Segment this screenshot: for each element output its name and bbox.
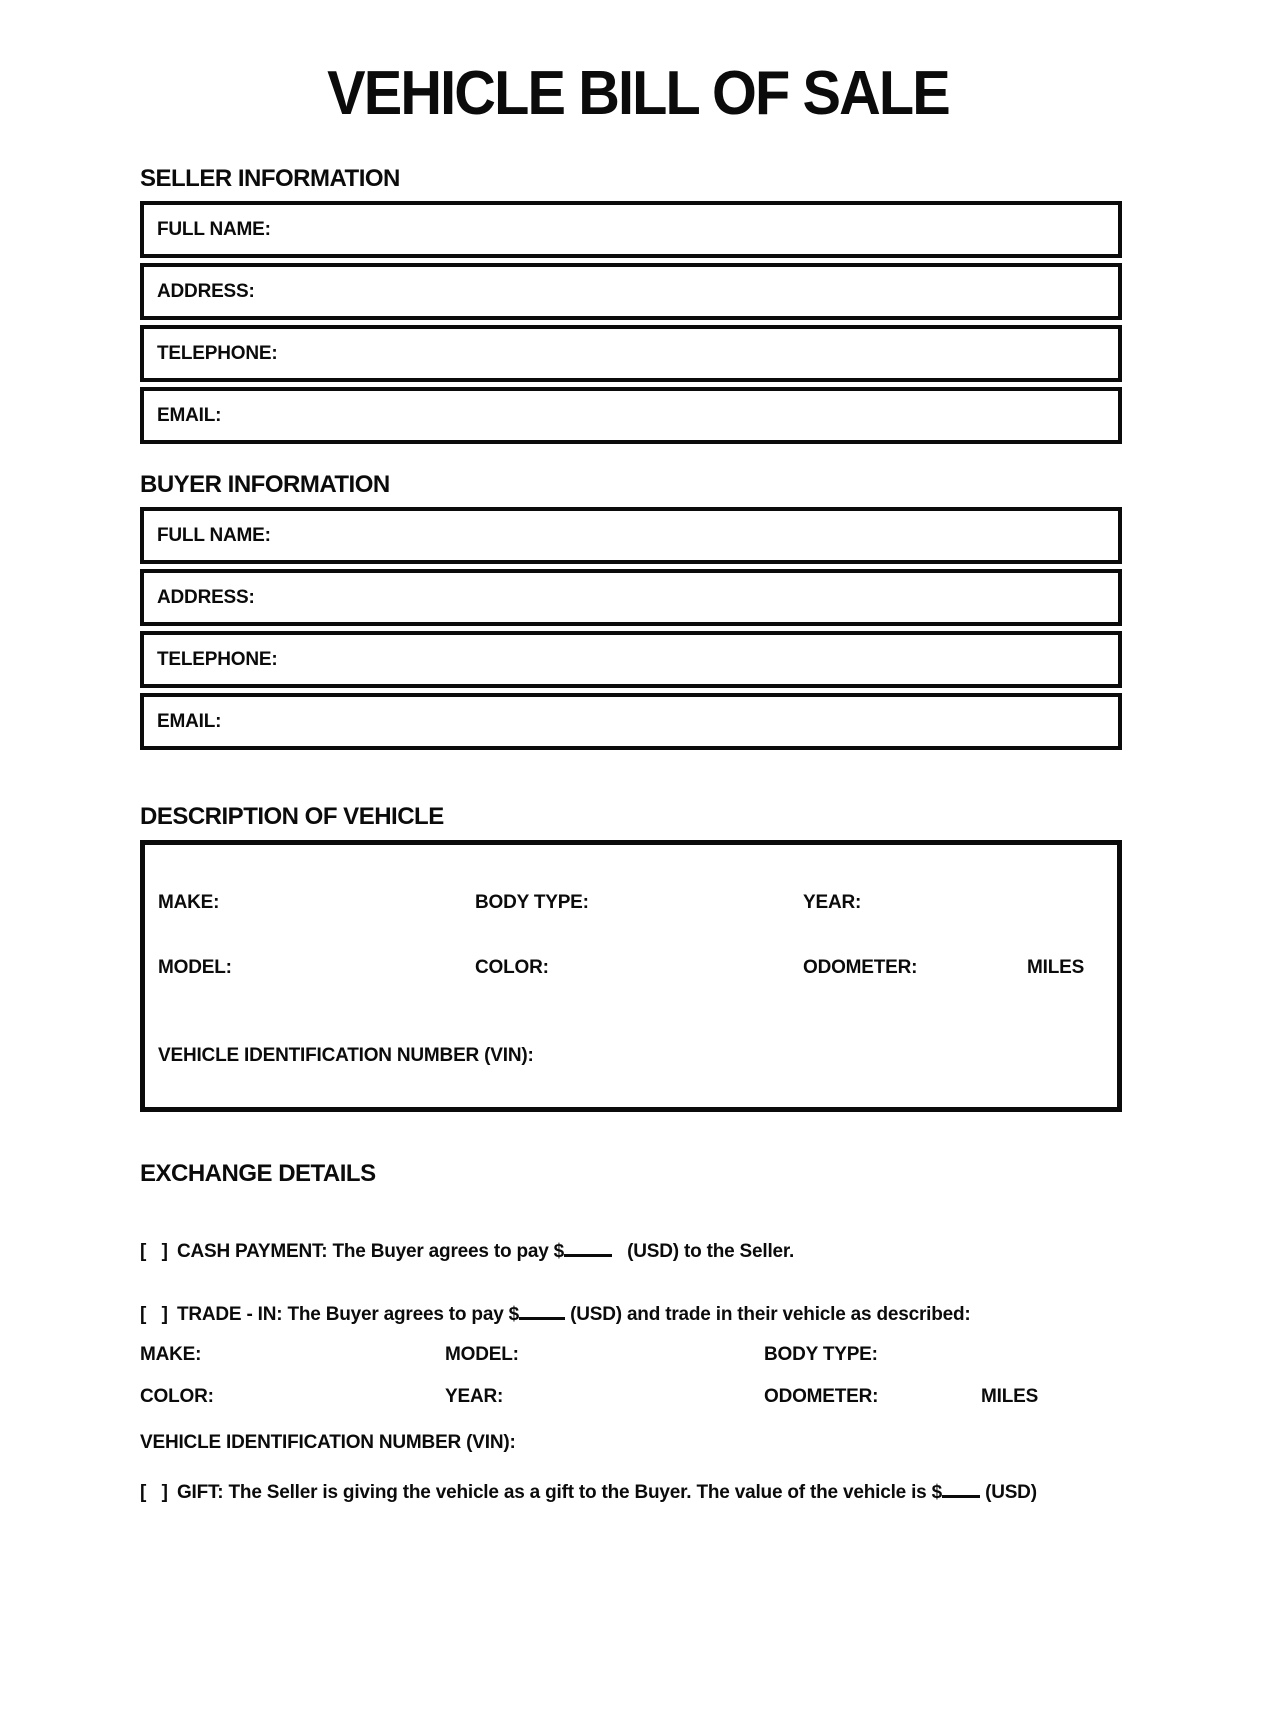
trade-make-label[interactable]: MAKE: xyxy=(140,1344,202,1366)
document-title: VEHICLE BILL OF SALE xyxy=(327,59,949,128)
document-content xyxy=(140,165,1150,1506)
buyer-full-name-input-area[interactable] xyxy=(271,511,1118,560)
trade-vin-row xyxy=(140,1432,1150,1454)
vehicle-odometer-label[interactable]: ODOMETER: xyxy=(803,957,918,979)
buyer-full-name-label: FULL NAME: xyxy=(157,524,271,546)
bill-of-sale-document xyxy=(0,58,1276,1709)
seller-address-row xyxy=(140,263,1122,320)
cash-payment-line xyxy=(140,1239,1150,1265)
vehicle-make-label[interactable]: MAKE: xyxy=(158,892,220,914)
seller-telephone-input-area[interactable] xyxy=(277,329,1118,378)
vehicle-year-label[interactable]: YEAR: xyxy=(803,892,862,914)
cash-payment-text-before: CASH PAYMENT: The Buyer agrees to pay $ xyxy=(176,1241,565,1263)
trade-vehicle-row-2 xyxy=(140,1384,1150,1410)
trade-vehicle-row-1 xyxy=(140,1342,1150,1368)
trade-in-text-before: TRADE - IN: The Buyer agrees to pay $ xyxy=(176,1304,520,1326)
buyer-email-label: EMAIL: xyxy=(157,710,222,732)
gift-line xyxy=(140,1480,1150,1506)
seller-full-name-input-area[interactable] xyxy=(271,205,1118,254)
trade-odometer-label[interactable]: ODOMETER: xyxy=(764,1386,879,1408)
vehicle-row1-spacer xyxy=(1027,890,1117,916)
trade-body-type-label[interactable]: BODY TYPE: xyxy=(764,1344,878,1366)
seller-email-row xyxy=(140,387,1122,444)
trade-amount-blank[interactable] xyxy=(519,1316,565,1320)
seller-email-input-area[interactable] xyxy=(221,391,1118,440)
vehicle-section-heading: DESCRIPTION OF VEHICLE xyxy=(140,803,444,831)
buyer-email-input-area[interactable] xyxy=(221,697,1118,746)
cash-payment-text-after: (USD) to the Seller. xyxy=(622,1241,795,1263)
trade-in-checkbox[interactable]: [ ] xyxy=(140,1304,173,1326)
trade-row1-spacer xyxy=(981,1342,1150,1368)
vehicle-model-label[interactable]: MODEL: xyxy=(158,957,232,979)
seller-full-name-row xyxy=(140,201,1122,258)
seller-address-input-area[interactable] xyxy=(255,267,1118,316)
seller-telephone-row xyxy=(140,325,1122,382)
buyer-address-row xyxy=(140,569,1122,626)
buyer-email-row xyxy=(140,693,1122,750)
gift-text-after: (USD) xyxy=(979,1482,1037,1504)
gift-checkbox[interactable]: [ ] xyxy=(140,1482,173,1504)
buyer-full-name-row xyxy=(140,507,1122,564)
gift-text-before: GIFT: The Seller is giving the vehicle as a gift to the Buyer. The value of the vehicle is $ xyxy=(176,1482,942,1504)
trade-vin-label[interactable]: VEHICLE IDENTIFICATION NUMBER (VIN): xyxy=(140,1432,516,1454)
trade-in-text-after: (USD) and trade in their vehicle as described: xyxy=(565,1304,971,1326)
trade-in-line xyxy=(140,1302,1150,1328)
vehicle-miles-label: MILES xyxy=(1027,957,1085,979)
seller-address-label: ADDRESS: xyxy=(157,280,255,302)
cash-amount-blank[interactable] xyxy=(564,1253,612,1257)
seller-section-heading: SELLER INFORMATION xyxy=(140,165,400,193)
seller-full-name-label: FULL NAME: xyxy=(157,218,271,240)
vehicle-vin-label[interactable]: VEHICLE IDENTIFICATION NUMBER (VIN): xyxy=(158,1045,534,1067)
buyer-fields xyxy=(140,507,1122,750)
trade-model-label[interactable]: MODEL: xyxy=(445,1344,519,1366)
exchange-section-heading: EXCHANGE DETAILS xyxy=(140,1160,376,1188)
seller-email-label: EMAIL: xyxy=(157,404,222,426)
vehicle-row-2 xyxy=(158,955,1117,981)
buyer-telephone-label: TELEPHONE: xyxy=(157,648,278,670)
trade-year-label[interactable]: YEAR: xyxy=(445,1386,504,1408)
vehicle-body-type-label[interactable]: BODY TYPE: xyxy=(475,892,589,914)
buyer-telephone-row xyxy=(140,631,1122,688)
seller-telephone-label: TELEPHONE: xyxy=(157,342,278,364)
vehicle-color-label[interactable]: COLOR: xyxy=(475,957,549,979)
gift-value-blank[interactable] xyxy=(942,1494,980,1498)
seller-fields xyxy=(140,201,1122,444)
vehicle-description-box xyxy=(140,840,1122,1112)
buyer-address-input-area[interactable] xyxy=(255,573,1118,622)
vehicle-vin-row xyxy=(158,1045,1117,1067)
vehicle-row-1 xyxy=(158,890,1117,916)
buyer-section-heading: BUYER INFORMATION xyxy=(140,471,390,499)
cash-payment-checkbox[interactable]: [ ] xyxy=(140,1241,173,1263)
trade-miles-label: MILES xyxy=(981,1386,1039,1408)
trade-color-label[interactable]: COLOR: xyxy=(140,1386,214,1408)
buyer-telephone-input-area[interactable] xyxy=(277,635,1118,684)
buyer-address-label: ADDRESS: xyxy=(157,586,255,608)
